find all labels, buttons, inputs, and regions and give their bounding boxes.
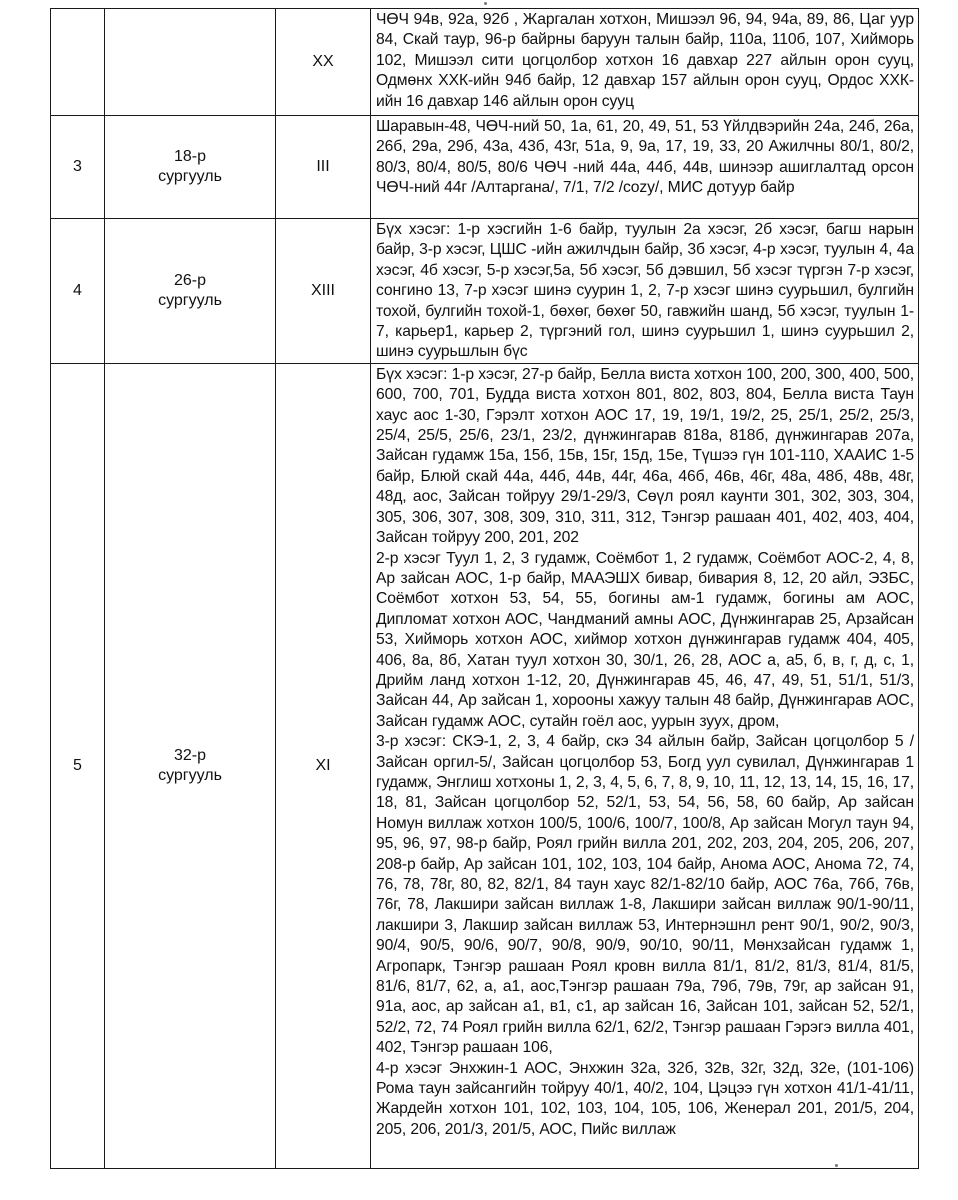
table-row	[51, 9, 919, 116]
address-list	[371, 363, 919, 1168]
address-list	[371, 219, 919, 364]
address-paragraph: Шаравын-48, ЧӨЧ-ний 50, 1а, 61, 20, 49, 51, 53 Үйлдвэрийн 24а, 24б, 26а, 26б, 29а, 29б, 43а, 43б, 43г, 51а, 9, 9а, 17, 19, 33, 20 Ажилчны 80/1, 80/2, 80/3, 80/4, 80/5, 80/6 ЧӨЧ -ний 44а, 44б, 44в, шинээр ашиглалтад орсон ЧӨЧ-ний 44г /Алтаргана/, 7/1, 7/2 /cozy/, МИС дотуур байр	[376, 118, 914, 197]
school-name: 26-р сургууль	[105, 219, 276, 364]
row-number: 3	[51, 116, 105, 219]
address-list	[371, 116, 919, 219]
row-number: 5	[51, 363, 105, 1168]
scan-artifact	[484, 2, 487, 5]
address-list	[371, 9, 919, 116]
row-number: 4	[51, 219, 105, 364]
district-number: III	[276, 116, 371, 219]
school-name	[105, 9, 276, 116]
table-row	[51, 219, 919, 364]
table-row	[51, 116, 919, 219]
school-name: 32-р сургууль	[105, 363, 276, 1168]
school-name: 18-р сургууль	[105, 116, 276, 219]
district-number: XIII	[276, 219, 371, 364]
table-row	[51, 363, 919, 1168]
address-paragraph: Бүх хэсэг: 1-р хэсэг, 27-р байр, Белла виста хотхон 100, 200, 300, 400, 500, 600, 700, 701, Будда виста хотхон 801, 802, 803, 804, Белла виста Таун хаус аос 1-30, Гэрэлт хотхон АОС 17, 19, 19/1, 19/2, 25, 25/1, 25/2, 25/3, 25/4, 25/5, 25/6, 23/1, 23/2, дүнжингарав 818а, 818б, дүнжингарав 207а, Зайсан гудамж 15а, 15б, 15в, 15г, 15д, 15е, Түшээ гүн 101-110, ХААИС 1-5 байр, Блюй скай 44а, 44б, 44в, 44г, 46а, 46б, 46в, 46г, 48а, 48б, 48в, 48г, 48д, аос, Зайсан тойруу 29/1-29/3, Сөүл роял каунти 301, 302, 303, 304, 305, 306, 307, 308, 309, 310, 311, 312, Тэнгэр рашаан 401, 402, 403, 404, Зайсан тойруу 200, 201, 202	[376, 365, 914, 547]
address-paragraph: 3-р хэсэг: СКЭ-1, 2, 3, 4 байр, скэ 34 айлын байр, Зайсан цогцолбор 5 /Зайсан оргил-5/, Зайсан цогцолбор 53, Богд уул сувилал, Дүнжингарав 1 гудамж, Энглиш хотхоны 1, 2, 3, 4, 5, 6, 7, 8, 9, 10, 11, 12, 13, 14, 15, 16, 17, 18, 81, Зайсан цогцолбор 52, 52/1, 53, 54, 56, 58, 60 байр, Ар зайсан Номун виллаж хотхон 100/5, 100/6, 100/7, 100/8, Ар зайсан Могул таун 94, 95, 96, 97, 98-р байр, Роял грийн вилла 201, 202, 203, 204, 205, 206, 207, 208-р байр, Ар зайсан 101, 102, 103, 104 байр, Анома АОС, Анома 72, 74, 76, 78, 78г, 80, 82, 82/1, 84 таун хаус 82/1-82/10 байр, АОС 76а, 76б, 76в, 76г, 78, Лакшири зайсан виллаж 1-8, Лакшири зайсан виллаж 90/1-90/11, лакшири 3, Лакшир зайсан виллаж 53, Интернэшнл рент 90/1, 90/2, 90/3, 90/4, 90/5, 90/6, 90/7, 90/8, 90/9, 90/10, 90/11, Мөнхзайсан гудамж 1, Агропарк, Тэнгэр рашаан Роял кровн вилла 81/1, 81/2, 81/3, 81/4, 81/5, 81/6, 81/7, 62, а, а1, аос,Тэнгэр рашаан 79а, 79б, 79в, 79г, ар зайсан 91, 91а, аос, ар зайсан а1, в1, с1, ар зайсан 16, Зайсан 101, зайсан 52, 52/1, 52/2, 72, 74 Роял грийн вилла 62/1, 62/2, Тэнгэр рашаан Гэрэгэ вилла 401, 402, Тэнгэр рашаан 106,	[376, 733, 914, 1057]
address-paragraph: Бүх хэсэг: 1-р хэсгийн 1-6 байр, туулын 2а хэсэг, 2б хэсэг, багш нарын байр, 3-р хэсэг, ЦШС -ийн ажилчдын байр, 3б хэсэг, 4-р хэсэг, туулын 4, 4а хэсэг, 4б хэсэг, 5-р хэсэг,5а, 5б хэсэг, 5б дэвшил, 5б хэсэг түргэн 7-р хэсэг, сонгино 13, 7-р хэсэг шинэ суурин 1, 2, 7-р хэсэг шинэ суурьшил, булгийн тохой, булгийн тохой-1, бөхөг, бөхөг 50, гавжийн шанд, 5б хэсэг, туулын 1-7, карьер1, карьер 2, түргэний гол, шинэ суурьшил 1, шинэ суурьшил 2, шинэ суурьшлын бүс	[376, 221, 914, 361]
address-paragraph: ЧӨЧ 94в, 92а, 92б , Жаргалан хотхон, Мишээл 96, 94, 94а, 89, 86, Цаг уур 84, Скай таур, 96-р байрны баруун талын байр, 110а, 110б, 107, Хийморь 102, Мишээл сити цогцолбор хотхон 16 давхар 227 айлын орон сууц, Одмөнх ХХК-ийн 94б байр, 12 давхар 157 айлын орон сууц, Ордос ХХК-ийн 16 давхар 146 айлын орон сууц	[376, 11, 914, 110]
address-paragraph: 4-р хэсэг Энхжин-1 АОС, Энхжин 32а, 32б, 32в, 32г, 32д, 32е, (101-106) Рома таун зайсангийн тойруу 40/1, 40/2, 104, Цэцээ гүн хотхон 41/1-41/11, Жардейн хотхон 101, 102, 103, 104, 105, 106, Женерал 201, 201/5, 204, 205, 206, 201/3, 201/5, АОС, Пийс виллаж	[376, 1059, 914, 1138]
school-district-table	[50, 8, 919, 1169]
row-number	[51, 9, 105, 116]
district-number: XI	[276, 363, 371, 1168]
address-paragraph: 2-р хэсэг Туул 1, 2, 3 гудамж, Соёмбот 1, 2 гудамж, Соёмбот АОС-2, 4, 8, Ар зайсан АОС, 1-р байр, МААЭШХ бивар, бивария 8, 12, 20 айл, ЭЗБС, Соёмбот хотхон 53, 54, 55, богины ам-1 гудамж, богины ам АОС, Дипломат хотхон АОС, Чандманий амны АОС, Дүнжингарав 25, Арзайсан 53, Хийморь хотхон АОС, хиймор хотхон дүнжингарав гудамж 404, 405, 406, 8а, 8б, Хатан туул хотхон 30, 30/1, 26, 28, АОС а, а5, б, в, г, д, с, 1, Дрийм ланд хотхон 1-12, 20, Дүнжингарав 45, 46, 47, 49, 51, 51/1, 51/3, Зайсан 44, Ар зайсан 1, хорооны хажуу талын 48 байр, Дүнжингарав АОС, Зайсан гудамж АОС, сутайн гоёл аос, уурын зуух, дром,	[376, 549, 914, 730]
district-number: XX	[276, 9, 371, 116]
